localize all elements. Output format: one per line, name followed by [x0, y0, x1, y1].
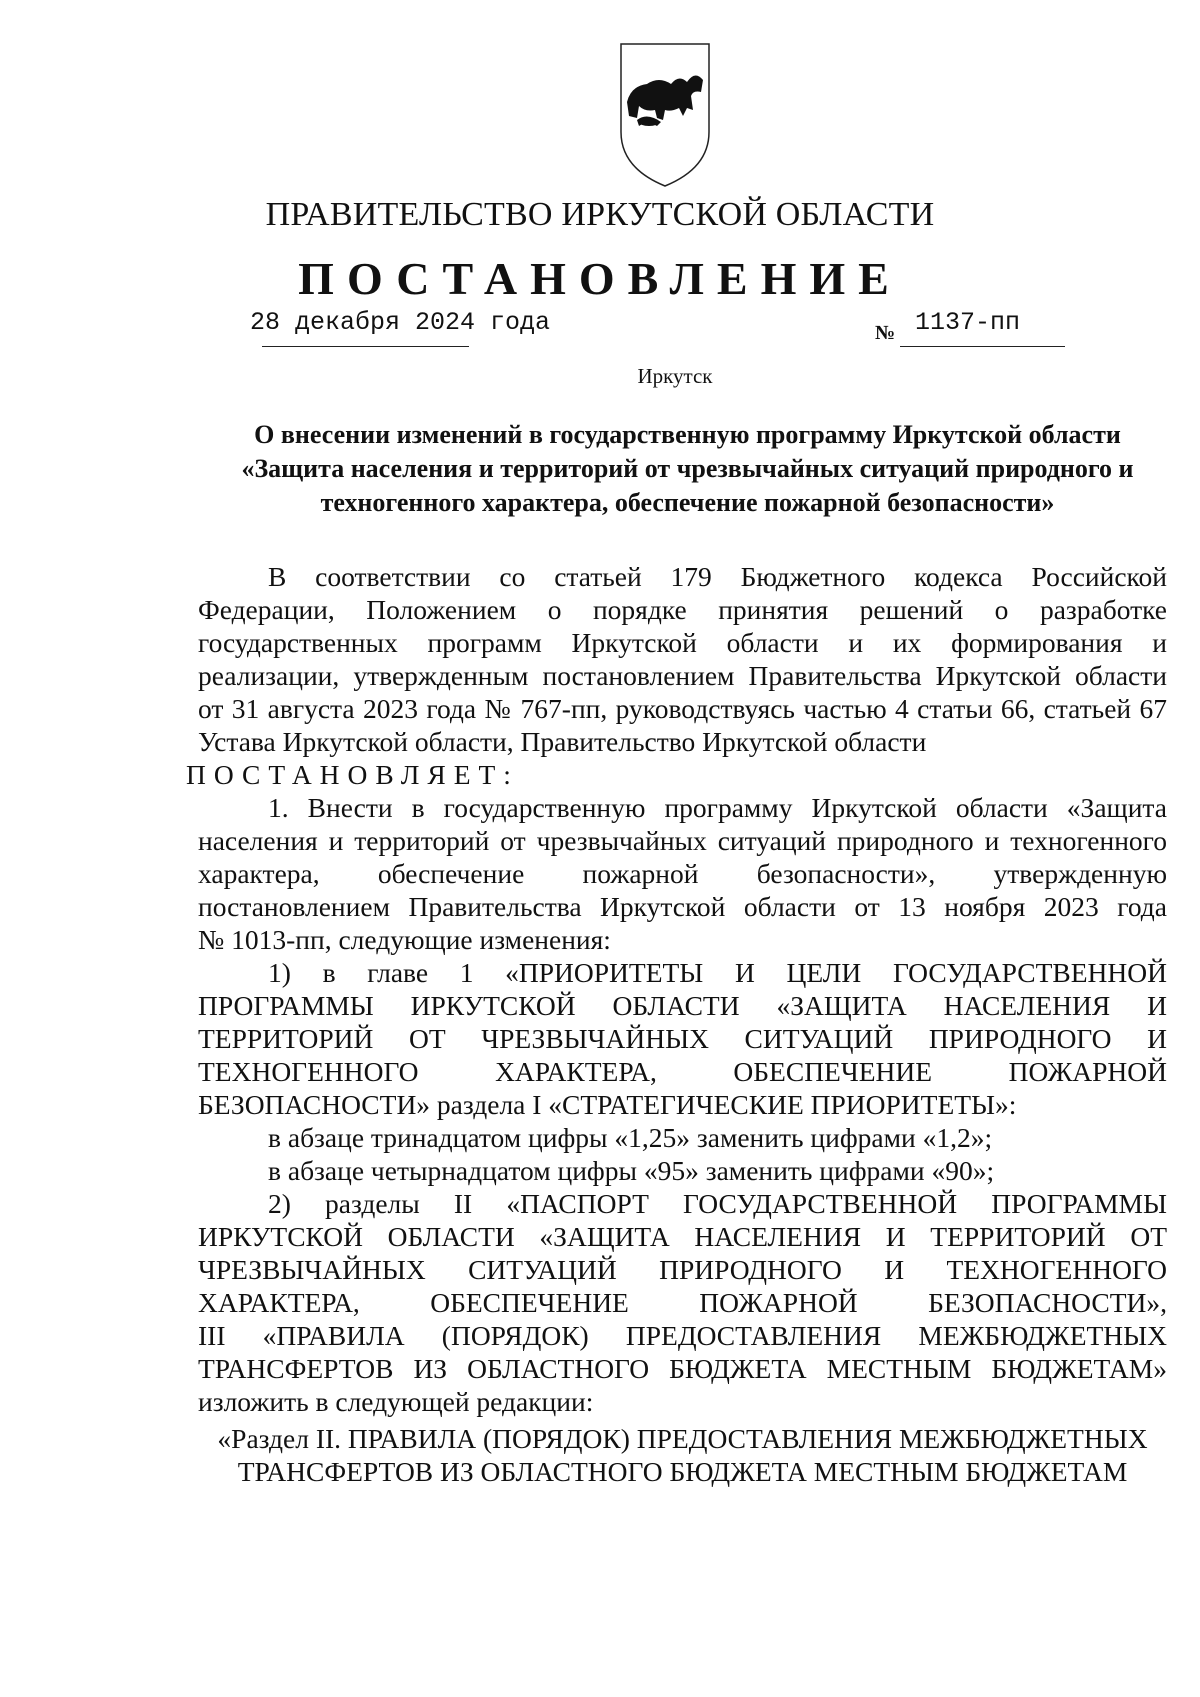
number-sign: №: [875, 322, 896, 344]
body-line: в абзаце четырнадцатом цифры «95» заменить цифрами «90»;: [268, 1155, 995, 1186]
body-line: государственных программ Иркутской области и их формирования и: [198, 627, 1167, 658]
body-line: ТЕРРИТОРИЙ ОТ ЧРЕЗВЫЧАЙНЫХ СИТУАЦИЙ ПРИРОДНОГО И: [198, 1023, 1167, 1054]
body-line: 1. Внести в государственную программу Иркутской области «Защита: [268, 792, 1167, 823]
organization-name: ПРАВИТЕЛЬСТВО ИРКУТСКОЙ ОБЛАСТИ: [265, 196, 935, 233]
body-line: в абзаце тринадцатом цифры «1,25» заменить цифрами «1,2»;: [268, 1122, 993, 1153]
title-line: техногенного характера, обеспечение пожарной безопасности»: [320, 488, 1055, 517]
body-line: Устава Иркутской области, Правительство Иркутской области: [198, 726, 927, 757]
body-line: населения и территорий от чрезвычайных ситуаций природного и техногенного: [198, 825, 1167, 856]
city: Иркутск: [637, 364, 713, 388]
body-line: характера, обеспечение пожарной безопасности», утвержденную: [198, 858, 1167, 889]
body-line: ТРАНСФЕРТОВ ИЗ ОБЛАСТНОГО БЮДЖЕТА МЕСТНЫМ БЮДЖЕТАМ»: [198, 1353, 1167, 1384]
title-line: О внесении изменений в государственную программу Иркутской области: [254, 420, 1121, 449]
body-line: III «ПРАВИЛА (ПОРЯДОК) ПРЕДОСТАВЛЕНИЯ МЕЖБЮДЖЕТНЫХ: [198, 1320, 1167, 1351]
body-line: ХАРАКТЕРА, ОБЕСПЕЧЕНИЕ ПОЖАРНОЙ БЕЗОПАСНОСТИ»,: [198, 1287, 1167, 1318]
body-line: ТЕХНОГЕННОГО ХАРАКТЕРА, ОБЕСПЕЧЕНИЕ ПОЖАРНОЙ: [198, 1056, 1167, 1087]
body-line: ПРОГРАММЫ ИРКУТСКОЙ ОБЛАСТИ «ЗАЩИТА НАСЕЛЕНИЯ И: [198, 990, 1167, 1021]
document-body: [186, 560, 1167, 1488]
document-date: 28 декабря 2024 года: [250, 308, 551, 337]
body-line: № 1013-пп, следующие изменения:: [198, 924, 611, 955]
body-line: ИРКУТСКОЙ ОБЛАСТИ «ЗАЩИТА НАСЕЛЕНИЯ И ТЕРРИТОРИЙ ОТ: [198, 1221, 1167, 1252]
coat-of-arms-icon: [617, 40, 713, 190]
body-line: В соответствии со статьей 179 Бюджетного кодекса Российской: [268, 561, 1167, 592]
date-underline: [262, 346, 469, 347]
body-line: от 31 августа 2023 года № 767-пп, руководствуясь частью 4 статьи 66, статьей 67: [198, 693, 1167, 724]
document-title: [200, 418, 1175, 520]
section-heading: ТРАНСФЕРТОВ ИЗ ОБЛАСТНОГО БЮДЖЕТА МЕСТНЫМ БЮДЖЕТАМ: [237, 1456, 1128, 1487]
body-line: ЧРЕЗВЫЧАЙНЫХ СИТУАЦИЙ ПРИРОДНОГО И ТЕХНОГЕННОГО: [198, 1254, 1167, 1285]
title-line: «Защита населения и территорий от чрезвычайных ситуаций природного и: [241, 454, 1134, 483]
body-line: Федерации, Положением о порядке принятия решений о разработке: [198, 594, 1167, 625]
document-type: ПОСТАНОВЛЕНИЕ: [298, 253, 902, 304]
resolves-word: ПОСТАНОВЛЯЕТ:: [186, 759, 519, 790]
body-line: 2) разделы II «ПАСПОРТ ГОСУДАРСТВЕННОЙ ПРОГРАММЫ: [268, 1188, 1167, 1219]
document-number: 1137-пп: [915, 308, 1021, 337]
body-line: постановлением Правительства Иркутской области от 13 ноября 2023 года: [198, 891, 1167, 922]
number-underline: [900, 346, 1065, 347]
body-line: изложить в следующей редакции:: [198, 1386, 594, 1417]
body-line: реализации, утвержденным постановлением Правительства Иркутской области: [198, 660, 1167, 691]
body-line: 1) в главе 1 «ПРИОРИТЕТЫ И ЦЕЛИ ГОСУДАРСТВЕННОЙ: [268, 957, 1167, 988]
section-heading: «Раздел II. ПРАВИЛА (ПОРЯДОК) ПРЕДОСТАВЛЕНИЯ МЕЖБЮДЖЕТНЫХ: [217, 1423, 1148, 1454]
body-line: БЕЗОПАСНОСТИ» раздела I «СТРАТЕГИЧЕСКИЕ ПРИОРИТЕТЫ»:: [198, 1089, 1017, 1120]
